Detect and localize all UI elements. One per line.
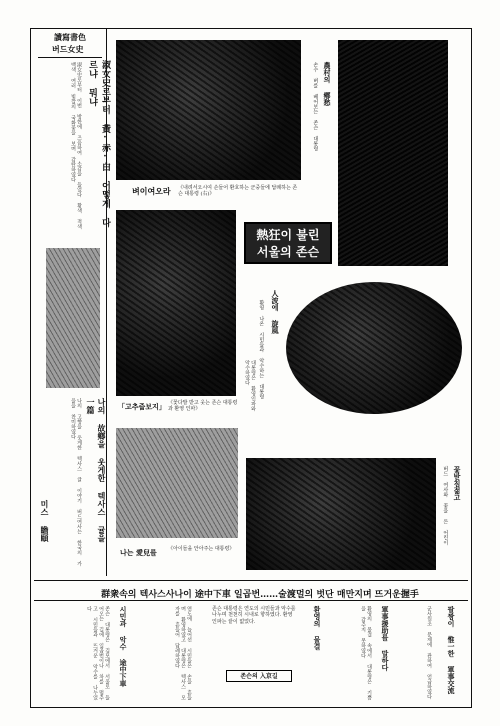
- lady-flowers-photo: [246, 458, 436, 570]
- rice-harvest-title: 農村의 鄕愁: [323, 62, 332, 106]
- masthead-rule: [38, 57, 102, 58]
- bottom-top-rule: [34, 580, 468, 581]
- car-parade-caption: 벼이여오라: [132, 186, 171, 196]
- left-body-2: 나의 고향을 웃게한 텍사스 귤 이야기 버드여사는 한국의 가을을 찬미하였다: [70, 398, 82, 566]
- bottom-vertical-2: 환영의 물결: [313, 606, 322, 650]
- crowd-body: 대통령은 환영인파와 악수하였다: [244, 360, 256, 411]
- rice-harvest-desc: 손수 벼를 베어보는 존슨 대통령: [312, 62, 319, 151]
- bottom-sub-label: 존슨의 入京길: [226, 670, 292, 682]
- kids-desc: 《아이들을 안아주는 대통령》: [168, 546, 235, 552]
- bottom-body-4: 환영의 물결 속에서 대통령은 기쁨을 감추지 못하였다: [360, 606, 372, 700]
- crowd-round-photo: [286, 282, 462, 414]
- left-headline-2: 나의 故鄉을 웃게한 텍사스 귤을 一篇: [86, 398, 107, 542]
- car-parade-desc: 《내려서오시여 손들어 환호하는 군중들에 답례하는 존슨 대통령 (右)》: [178, 185, 298, 198]
- bottom-headline: 群衆속의 텍사스사나이 途中下車 일곱번……술渡멀의 벗단 매만지며 뜨거운握手: [101, 590, 419, 600]
- kids-photo: [116, 428, 238, 538]
- flower-desc: 《꽃다발 받고 웃는 존슨 대통령과 환영 인파》: [168, 400, 238, 413]
- left-headline-1: 淑女史로부터 黃·赤·白 어떻게 다르냐 뭐냐: [87, 60, 110, 227]
- kids-caption: 나는 愛兒를: [120, 548, 157, 557]
- left-portrait-photo: [46, 248, 100, 388]
- bottom-vertical-4: 팔짱이 惟一한 軍事交流: [447, 606, 456, 694]
- bottom-headline-rule: [34, 600, 468, 601]
- left-body-1: 淑女史로부터 이번 방한에 즈음하여 소감을 들었다 황색 적색 백색 여러 빛깔의 국화꽃을 보며 감탄하였다: [70, 62, 82, 229]
- title-line-1: 熱狂이 불린: [256, 228, 320, 242]
- feature-title-box: [244, 222, 332, 264]
- frame-right-rule: [471, 28, 472, 708]
- bottom-body-5: 군사원조 문제에 관하여 언급하였다: [426, 606, 432, 699]
- car-parade-photo: [116, 40, 301, 180]
- flower-photo: [116, 210, 236, 396]
- crowd-desc: 환영 나온 시민들과 악수하는 대통령: [258, 300, 265, 399]
- frame-bottom-rule: [30, 707, 472, 708]
- title-line-2: 서울의 존슨: [256, 245, 320, 259]
- lady-desc: 버드 여사와 꽃을 든 어린이: [442, 466, 449, 545]
- lady-caption: 꽃받침젊고: [453, 466, 462, 501]
- frame-top-rule: [30, 28, 472, 29]
- crowd-title: 人波에 旋風: [271, 290, 280, 334]
- masthead-top: 讀寫書色: [54, 32, 86, 42]
- masthead-bottom: 버드女史: [52, 44, 84, 54]
- bottom-body-2: 연도에 늘어선 시민들은 손을 흔들며 환영하였고 대통령은 텍사스 모자를 흔들어 답례하였다: [174, 606, 192, 700]
- frame-left-rule: [30, 28, 31, 708]
- bottom-vertical-1: 시민과 악수 途中下車: [119, 606, 128, 687]
- bottom-body-3: 존슨 대통령은 연도의 시민들과 악수를 나누며 천천히 시내로 향하였다. 환영 인파는 끝이 없었다.: [212, 606, 296, 625]
- bottom-vertical-3: 軍事援助를 말하다: [381, 606, 390, 671]
- rice-harvest-photo: [338, 40, 448, 266]
- bottom-body-1: 존슨 대통령은 김포에서 서울로 들어오는 길에 일곱번이나 차를 멈추고 시민들과 뜨거운 악수를 나누었다: [86, 606, 110, 700]
- left-headline-3: 미스 瞻頤: [40, 500, 50, 542]
- flower-caption: 「고추줍보지」: [118, 402, 166, 411]
